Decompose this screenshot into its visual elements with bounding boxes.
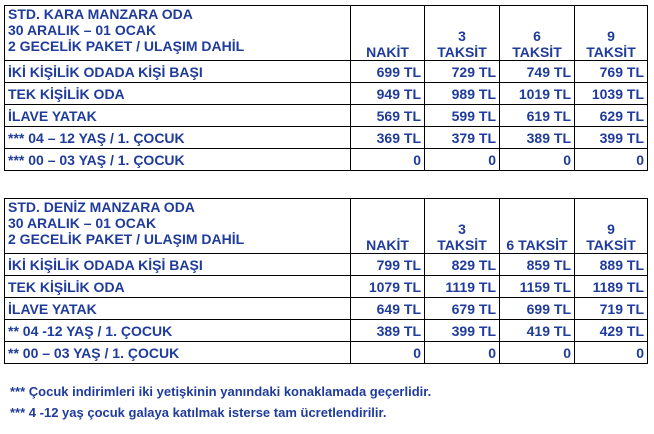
title-package: 2 GECELİK PAKET / ULAŞIM DAHİL — [8, 231, 245, 247]
price-table-deniz-manzara — [4, 198, 648, 364]
price-6-taksit: 0 — [500, 342, 575, 364]
price-nakit: 649 TL — [351, 298, 425, 320]
price-3-taksit: 0 — [425, 149, 500, 171]
price-6-taksit: 419 TL — [500, 320, 575, 342]
col-header-3-taksit: 3 TAKSİT — [425, 6, 500, 61]
table-row — [5, 149, 648, 171]
price-3-taksit: 729 TL — [425, 61, 500, 83]
price-6-taksit: 619 TL — [500, 105, 575, 127]
row-label: *** 00 – 03 YAŞ / 1. ÇOCUK — [5, 149, 351, 171]
row-label: TEK KİŞİLİK ODA — [5, 83, 351, 105]
row-label: ** 00 – 03 YAŞ / 1. ÇOCUK — [5, 342, 351, 364]
footnotes — [10, 381, 431, 423]
price-9-taksit: 399 TL — [575, 127, 648, 149]
title-room-type: STD. DENİZ MANZARA ODA — [8, 199, 195, 215]
col-header-6-taksit: 6 TAKSİT — [500, 6, 575, 61]
table-title — [5, 199, 351, 254]
row-label: İKİ KİŞİLİK ODADA KİŞİ BAŞI — [5, 254, 351, 276]
title-package: 2 GECELİK PAKET / ULAŞIM DAHİL — [8, 38, 245, 54]
col-header-6-taksit: 6 TAKSİT — [500, 199, 575, 254]
table-row — [5, 127, 648, 149]
col-header-9-taksit: 9 TAKSİT — [575, 6, 648, 61]
price-9-taksit: 629 TL — [575, 105, 648, 127]
price-nakit: 0 — [351, 342, 425, 364]
price-9-taksit: 1039 TL — [575, 83, 648, 105]
price-nakit: 389 TL — [351, 320, 425, 342]
table-row — [5, 320, 648, 342]
price-3-taksit: 0 — [425, 342, 500, 364]
table-row — [5, 298, 648, 320]
footnote-child-discount: *** Çocuk indirimleri iki yetişkinin yanındaki konaklamada geçerlidir. — [10, 384, 432, 399]
price-6-taksit: 749 TL — [500, 61, 575, 83]
row-label: İLAVE YATAK — [5, 298, 351, 320]
table-row — [5, 61, 648, 83]
title-room-type: STD. KARA MANZARA ODA — [8, 6, 193, 22]
price-6-taksit: 699 TL — [500, 298, 575, 320]
price-6-taksit: 389 TL — [500, 127, 575, 149]
table-row — [5, 342, 648, 364]
price-3-taksit: 1119 TL — [425, 276, 500, 298]
row-label: İKİ KİŞİLİK ODADA KİŞİ BAŞI — [5, 61, 351, 83]
col-header-nakit: NAKİT — [351, 6, 425, 61]
table-row — [5, 276, 648, 298]
col-header-9-taksit: 9 TAKSİT — [575, 199, 648, 254]
row-label: İLAVE YATAK — [5, 105, 351, 127]
price-nakit: 699 TL — [351, 61, 425, 83]
price-9-taksit: 1189 TL — [575, 276, 648, 298]
table-header-row — [5, 199, 648, 254]
col-header-3-taksit: 3 TAKSİT — [425, 199, 500, 254]
price-3-taksit: 379 TL — [425, 127, 500, 149]
table-header-row — [5, 6, 648, 61]
price-3-taksit: 679 TL — [425, 298, 500, 320]
table-title — [5, 6, 351, 61]
title-dates: 30 ARALIK – 01 OCAK — [8, 215, 157, 231]
price-3-taksit: 829 TL — [425, 254, 500, 276]
price-3-taksit: 399 TL — [425, 320, 500, 342]
price-3-taksit: 989 TL — [425, 83, 500, 105]
price-nakit: 799 TL — [351, 254, 425, 276]
price-nakit: 569 TL — [351, 105, 425, 127]
price-6-taksit: 859 TL — [500, 254, 575, 276]
price-nakit: 0 — [351, 149, 425, 171]
price-6-taksit: 1019 TL — [500, 83, 575, 105]
price-table-kara-manzara — [4, 5, 648, 171]
table-row — [5, 105, 648, 127]
row-label: *** 04 – 12 YAŞ / 1. ÇOCUK — [5, 127, 351, 149]
title-dates: 30 ARALIK – 01 OCAK — [8, 22, 157, 38]
price-3-taksit: 599 TL — [425, 105, 500, 127]
price-6-taksit: 1159 TL — [500, 276, 575, 298]
price-9-taksit: 719 TL — [575, 298, 648, 320]
row-label: ** 04 -12 YAŞ / 1. ÇOCUK — [5, 320, 351, 342]
price-9-taksit: 769 TL — [575, 61, 648, 83]
price-nakit: 949 TL — [351, 83, 425, 105]
row-label: TEK KİŞİLİK ODA — [5, 276, 351, 298]
price-9-taksit: 0 — [575, 149, 648, 171]
footnote-gala-fee: *** 4 -12 yaş çocuk galaya katılmak isterse tam ücretlendirilir. — [10, 405, 387, 420]
table-row — [5, 254, 648, 276]
table-row — [5, 83, 648, 105]
price-9-taksit: 889 TL — [575, 254, 648, 276]
price-nakit: 369 TL — [351, 127, 425, 149]
col-header-nakit: NAKİT — [351, 199, 425, 254]
price-nakit: 1079 TL — [351, 276, 425, 298]
price-6-taksit: 0 — [500, 149, 575, 171]
price-9-taksit: 429 TL — [575, 320, 648, 342]
price-9-taksit: 0 — [575, 342, 648, 364]
